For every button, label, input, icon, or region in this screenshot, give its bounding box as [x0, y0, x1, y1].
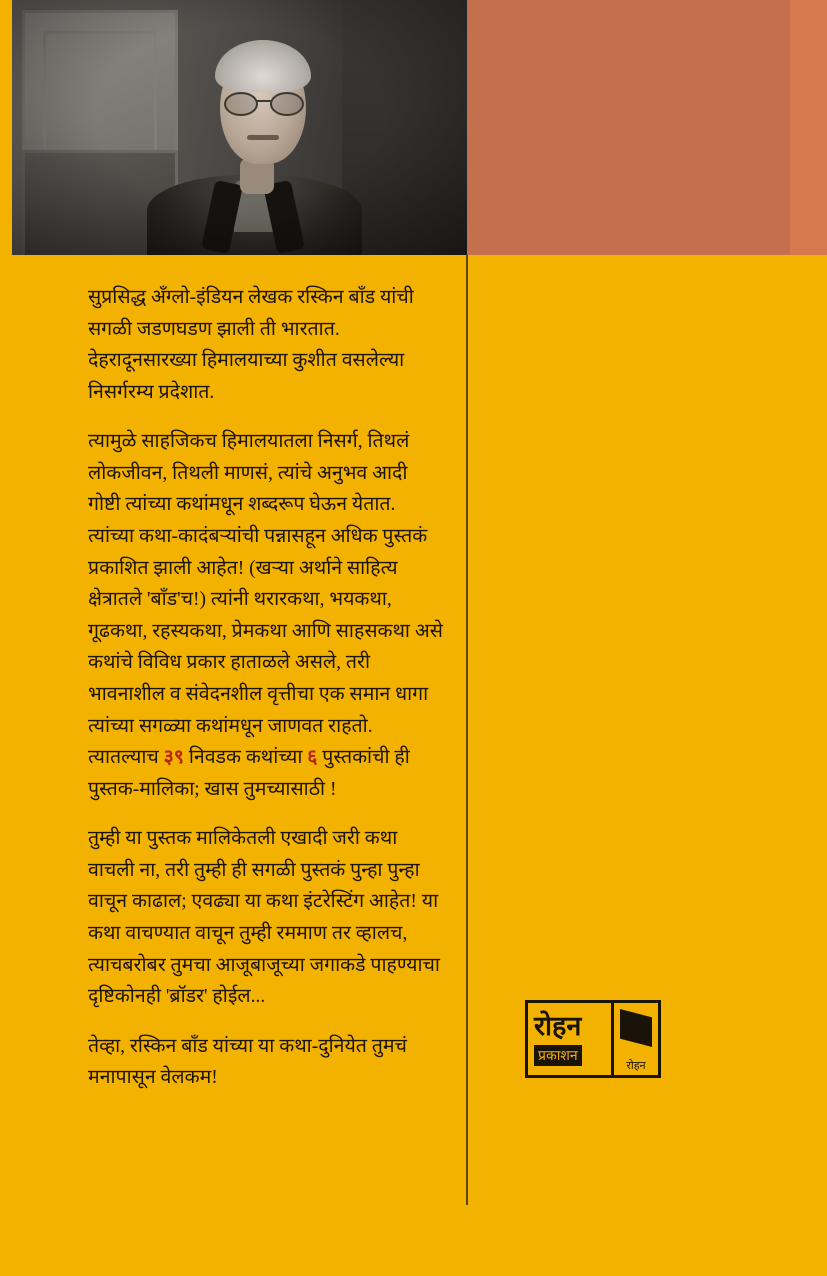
blurb-paragraph-2	[88, 426, 443, 805]
blurb-paragraph-2-text: त्यामुळे साहजिकच हिमालयातला निसर्ग, तिथलं लोकजीवन, तिथली माणसं, त्यांचे अनुभव आदी गोष्टी त्यांच्या कथांमधून शब्दरूप घेऊन येतात. त्यांच्या कथा-कादंबऱ्यांची पन्नासहून अधिक पुस्तकं प्रकाशित झाली आहेत! (खऱ्या अर्थाने साहित्य क्षेत्रातले 'बाँड'च!) त्यांनी थरारकथा, भयकथा, गूढकथा, रहस्यकथा, प्रेमकथा आणि साहसकथा असे कथांचे विविध प्रकार हाताळले असले, तरी भावनाशील व संवेदनशील वृत्तीचा एक समान धागा त्यांच्या सगळ्या कथांमधून जाणवत राहतो. त्यातल्याच	[88, 431, 443, 769]
blurb-after-story-count: निवडक कथांच्या	[183, 747, 308, 769]
open-book-icon	[620, 1009, 652, 1047]
author-portrait-photo	[12, 0, 467, 255]
background-salmon-panel	[467, 0, 827, 255]
publisher-name: रोहन	[534, 1010, 582, 1041]
blurb-paragraph-1: सुप्रसिद्ध अँग्लो-इंडियन लेखक रस्किन बाँड यांची सगळी जडणघडण झाली ती भारतात. देहरादूनसारख्या हिमालयाच्या कुशीत वसलेल्या निसर्गरम्य प्रदेशात.	[88, 287, 414, 403]
blurb-after-book-count: पुस्तकांची ही पुस्तक-मालिका; खास तुमच्यासाठी !	[88, 747, 410, 800]
vertical-divider-rule	[466, 255, 468, 1205]
story-count-number: ३९	[163, 747, 184, 769]
photo-vignette	[12, 0, 467, 255]
publisher-logo-mark-block	[611, 1003, 658, 1075]
blurb-paragraph-4: तेव्हा, रस्किन बाँड यांच्या या कथा-दुनियेत तुमचं मनापासून वेलकम!	[88, 1035, 407, 1089]
publisher-subtitle: प्रकाशन	[534, 1045, 582, 1066]
background-orange-strip	[790, 0, 827, 255]
blurb-paragraph-3: तुम्ही या पुस्तक मालिकेतली एखादी जरी कथा वाचली ना, तरी तुम्ही ही सगळी पुस्तकं पुन्हा पुन्हा वाचून काढाल; एवढ्या या कथा इंटरेस्टिंग आहेत! या कथा वाचण्यात वाचून तुम्ही रममाण तर व्हालच, त्याचबरोबर तुमचा आजूबाजूच्या जगाकडे पाहण्याचा दृष्टिकोनही 'ब्रॉडर' होईल...	[88, 828, 440, 1008]
publisher-imprint-mark: रोहन	[626, 1060, 646, 1072]
publisher-logo-text-block	[528, 1003, 611, 1075]
publisher-logo	[525, 1000, 661, 1078]
book-count-number: ६	[307, 747, 318, 769]
back-cover-blurb	[88, 282, 443, 1094]
